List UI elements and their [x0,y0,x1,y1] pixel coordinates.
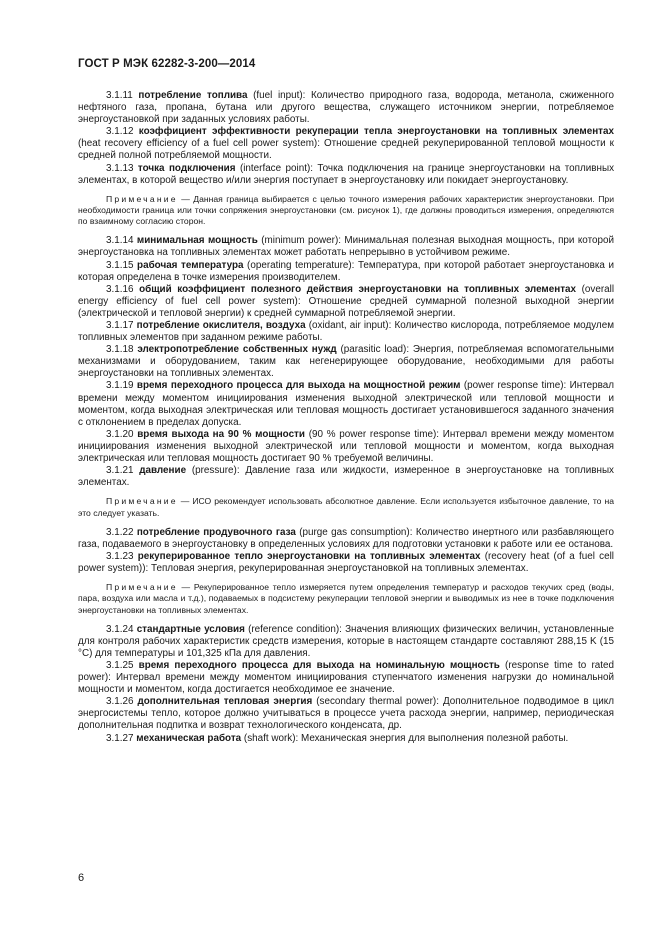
term-name: стандартные условия [136,623,245,635]
term-number: 3.1.18 [106,344,134,356]
note [78,194,614,228]
term-name: рабочая температура [137,259,244,271]
term-text: (heat recovery efficiency of a fuel cell power system): Отношение средней рекуперированной тепловой мощности к средней полной потребляемой мощности. [78,138,614,162]
term-definition [78,527,614,551]
standard-header: ГОСТ Р МЭК 62282-3-200—2014 [78,58,256,70]
note-label: Примечание [106,582,178,593]
term-definition [78,465,614,489]
term-text: (reference condition): Значения влияющих физических величин, установленные для контроля рабочих характеристик средств измерения, которые в настоящем стандарте составляют 288,15 K (15 °C) для температуры и 101,325 кПа для давления. [78,623,615,659]
term-text: (90 % power response time): Интервал времени между моментом инициирования изменения выходной электрической или тепловой мощности и моментом, когда выходная электрическая или тепловая мощность достигает 90 % требуемой величины. [78,428,615,465]
term-definition [78,733,614,745]
term-name: дополнительная тепловая энергия [137,696,313,708]
note [78,582,614,616]
page-number: 6 [78,872,85,884]
term-name: электропотребление собственных нужд [137,344,337,356]
term-name: потребление топлива [138,90,248,101]
term-name: коэффициент эффективности рекуперации тепла энергоустановки на топливных элементах [138,126,614,138]
term-name: потребление окислителя, воздуха [136,320,306,332]
term-number: 3.1.16 [106,283,134,295]
term-number: 3.1.23 [106,550,134,562]
term-definition [78,551,614,575]
term-definition [78,320,614,344]
term-name: рекуперированное тепло энергоустановки на топливных элементах [137,550,481,562]
note-text: — ИСО рекомендует использовать абсолютное давление. Если используется избыточное давление, то на это следует указать. [78,496,614,518]
term-text: (minimum power): Минимальная полезная выходная мощность, при которой энергоустановка на топливных элементах может работать непрерывно в устойчивом режиме. [78,235,614,259]
term-definition [78,126,614,162]
term-definition [78,660,614,696]
term-text: (oxidant, air input): Количество кислорода, потребляемое модулем топливных элементов при заданном режиме работы. [78,320,614,344]
term-number: 3.1.15 [106,259,134,271]
term-definition [78,90,614,126]
note [78,496,614,518]
term-definition [78,235,614,259]
term-name: потребление продувочного газа [136,526,296,538]
term-text: (shaft work): Механическая энергия для выполнения полезной работы. [241,732,569,744]
term-name: давление [139,465,187,477]
term-number: 3.1.11 [106,90,133,101]
term-definition [78,344,614,380]
term-text: (purge gas consumption): Количество инертного или разбавляющего газа, подаваемого в энергоустановку в определенных условиях для подготовки установки к работе или ее останова. [78,526,614,550]
term-text: (power response time): Интервал времени между моментом инициирования изменения выходной электрической или тепловой мощности и моментом, когда выходная электрическая или тепловая мощность достигает установившегося заданного значения с отклонением в пределах допуска. [78,380,614,428]
term-definition [78,380,614,428]
term-definition [78,696,614,732]
term-definition [78,284,614,320]
term-name: время переходного процесса для выхода на номинальную мощность [138,660,500,671]
note-text: — Рекуперированное тепло измеряется путем определения температур и расходов текучих сред (воды, пара, воздуха или масла и т.д.), подаваемых в подсистему рекуперации тепловой энергии и выводимых из нее в точке подключения энергоустановки на топливных элементах. [78,582,614,615]
term-definition [78,429,614,465]
term-text: (pressure): Давление газа или жидкости, измеренное в энергоустановке на топливных элементах. [78,465,614,489]
term-definition [78,163,614,187]
term-text: (overall energy efficiency of fuel cell power system): Отношение средней суммарной полезной выходной энергии (электрической и тепловой энергии) к средней суммарной потребляемой энергии. [78,283,615,319]
term-text: (fuel input): Количество природного газа, водорода, метанола, сжиженного нефтяного газа, пропана, бутана или другого вещества, служащего источником энергии, потребляемое энергоустановкой при заданных условиях работы. [78,90,614,126]
note-label: Примечание [106,193,178,204]
term-definition [78,624,614,660]
term-name: общий коэффициент полезного действия энергоустановки на топливных элементах [139,283,577,295]
term-number: 3.1.27 [106,732,134,744]
term-name: механическая работа [136,732,242,744]
term-text: (response time to rated power): Интервал времени между моментом инициирования ступенчатого изменения нагрузки до номинальной мощности и моментом, когда достигается необходимое ее значение. [78,660,614,696]
term-text: (recovery heat (of a fuel cell power system)): Тепловая энергия, рекуперированная энергоустановкой на топливных элементах. [78,550,614,575]
term-number: 3.1.22 [106,526,134,538]
term-text: (interface point): Точка подключения на границе энергоустановки на топливных элементах, в которой вещество и/или энергия поступает в энергоустановку или покидает энергоустановку. [78,162,615,186]
term-number: 3.1.14 [106,235,134,247]
term-name: время выхода на 90 % мощности [137,428,305,440]
term-number: 3.1.21 [106,465,134,477]
term-number: 3.1.19 [106,380,134,392]
term-name: время переходного процесса для выхода на мощностной режим [136,380,461,392]
note-text: — Данная граница выбирается с целью точного измерения рабочих характеристик энергоустановки. При необходимости граница или точки сопряжения энергоустановки (см. рисунок 1), где должны проводиться измерения, определяются по взаимному согласию сторон. [78,193,614,227]
term-number: 3.1.26 [106,696,134,708]
term-number: 3.1.20 [106,428,134,440]
term-number: 3.1.24 [106,623,134,635]
term-text: (operating temperature): Температура, при которой работает энергоустановка и которая определена в точке измерения производителем. [78,259,615,283]
terms-content [78,90,614,745]
term-text: (parasitic load): Энергия, потребляемая вспомогательными механизмами и оборудованием, таким как негенерирующее оборудование, необходимыми для работы энергоустановки на топливных элементах. [78,344,615,380]
term-number: 3.1.25 [106,660,134,671]
term-name: точка подключения [137,162,236,174]
note-label: Примечание [106,496,178,507]
term-number: 3.1.13 [106,162,134,174]
term-number: 3.1.17 [106,320,134,332]
term-number: 3.1.12 [106,126,134,138]
term-definition [78,260,614,284]
term-name: минимальная мощность [136,235,258,247]
term-text: (secondary thermal power): Дополнительное подводимое в цикл энергосистемы тепло, которое должно учитываться в процессе учета расхода энергии, например, периодическая дополнительная подпитка и возврат технологического конденсата, др. [78,696,614,732]
